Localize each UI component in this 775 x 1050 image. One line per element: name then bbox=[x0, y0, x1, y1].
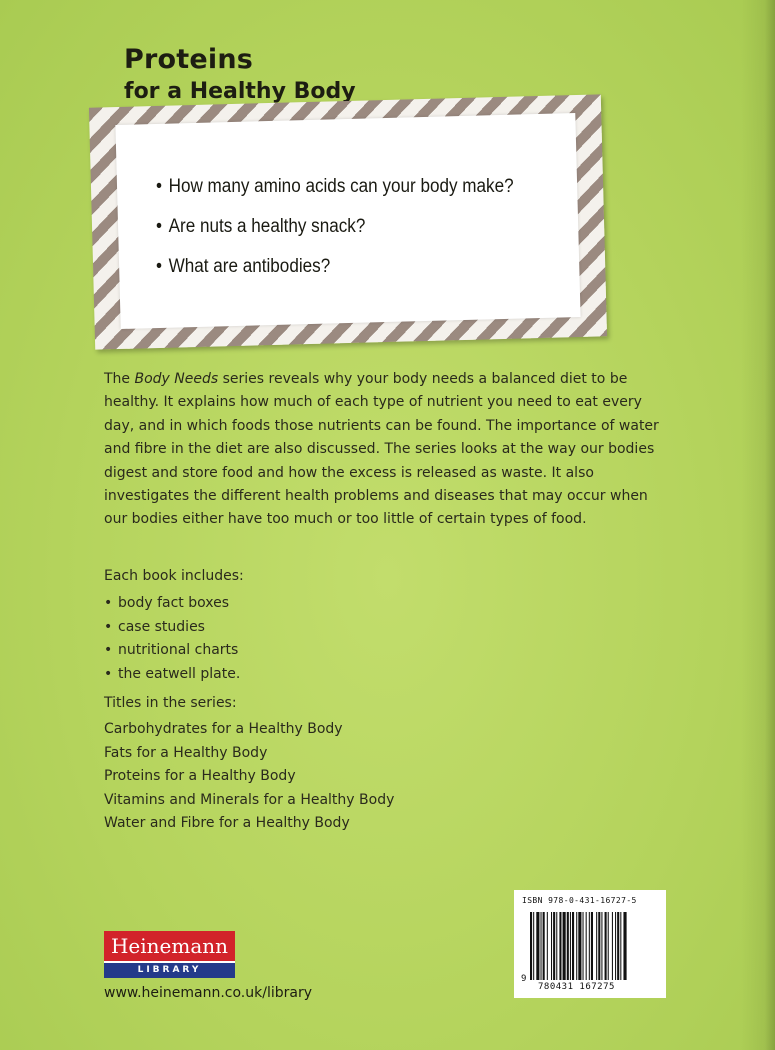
series-title-item: Carbohydrates for a Healthy Body bbox=[104, 721, 343, 737]
bullet-icon: • bbox=[104, 642, 113, 658]
barcode-bars bbox=[530, 912, 658, 980]
question-item bbox=[156, 212, 514, 252]
question-item bbox=[156, 172, 514, 212]
barcode-bar bbox=[543, 912, 545, 980]
barcode-bar bbox=[570, 912, 571, 980]
description-body: series reveals why your body needs a balanced diet to be healthy. It explains how much of each type of nutrient you need to eat every day, and in which foods those nutrients can be found. The importance of water and fibre in the diet are also discussed. The series looks at the way our bodies digest and store food and how the excess is released as waste. It also investigates the different health problems and diseases that may occur when our bodies either have too much or too little of certain types of food. bbox=[104, 371, 659, 528]
barcode-bar bbox=[608, 912, 609, 980]
barcode-bar bbox=[536, 912, 539, 980]
series-titles-heading: Titles in the series: bbox=[104, 695, 237, 711]
barcode-bar bbox=[583, 912, 584, 980]
bullet-icon: • bbox=[156, 216, 162, 237]
barcode-bar bbox=[533, 912, 534, 980]
barcode-bar bbox=[586, 912, 587, 980]
barcode-box bbox=[514, 890, 666, 998]
bullet-icon: • bbox=[156, 176, 162, 197]
barcode-bar bbox=[541, 912, 542, 980]
barcode-bar bbox=[567, 912, 569, 980]
book-subtitle: for a Healthy Body bbox=[124, 79, 356, 104]
barcode-bar bbox=[620, 912, 621, 980]
barcode-bar bbox=[617, 912, 619, 980]
barcode-bar bbox=[556, 912, 557, 980]
series-title-item: Fats for a Healthy Body bbox=[104, 744, 268, 761]
barcode-bar bbox=[551, 912, 552, 980]
barcode-bar bbox=[596, 912, 597, 980]
question-text: What are antibodies? bbox=[168, 256, 331, 277]
list-item bbox=[104, 616, 240, 640]
barcode-bar bbox=[591, 912, 593, 980]
bullet-icon: • bbox=[104, 595, 113, 611]
list-item-text: case studies bbox=[118, 618, 205, 635]
barcode-bar bbox=[572, 912, 574, 980]
publisher-url: www.heinemann.co.uk/library bbox=[104, 985, 312, 1001]
question-text: Are nuts a healthy snack? bbox=[168, 216, 366, 237]
series-title-item: Proteins for a Healthy Body bbox=[104, 768, 296, 785]
barcode-bar bbox=[553, 912, 555, 980]
barcode-bar bbox=[530, 912, 532, 980]
bullet-icon: • bbox=[156, 256, 162, 277]
barcode-bar bbox=[576, 912, 577, 980]
logo-name: Heinemann bbox=[104, 931, 235, 961]
barcode-bar bbox=[612, 912, 613, 980]
list-item-text: body fact boxes bbox=[118, 595, 230, 611]
series-titles-list bbox=[104, 718, 394, 836]
barcode-bar bbox=[563, 912, 566, 980]
barcode-bar bbox=[623, 912, 626, 980]
book-title: Proteins bbox=[124, 44, 254, 75]
series-title-item: Water and Fibre for a Healthy Body bbox=[104, 815, 350, 832]
description-prefix: The bbox=[104, 371, 135, 387]
series-title-item: Vitamins and Minerals for a Healthy Body bbox=[104, 791, 395, 808]
list-item-text: nutritional charts bbox=[118, 642, 239, 658]
list-item bbox=[104, 592, 240, 616]
bullet-icon: • bbox=[104, 665, 113, 682]
includes-list bbox=[104, 592, 240, 686]
question-list bbox=[156, 172, 553, 292]
barcode-first-digit: 9 bbox=[521, 974, 527, 984]
logo-sub: LIBRARY bbox=[104, 961, 235, 978]
publisher-logo bbox=[104, 931, 235, 978]
barcode-bar bbox=[547, 912, 548, 980]
series-description bbox=[104, 368, 664, 532]
list-item bbox=[104, 663, 240, 687]
question-item bbox=[156, 252, 514, 292]
barcode-bar bbox=[578, 912, 581, 980]
barcode-bar bbox=[598, 912, 600, 980]
barcode-bar bbox=[589, 912, 590, 980]
barcode-bar bbox=[615, 912, 616, 980]
barcode-bar bbox=[601, 912, 602, 980]
spine-shadow bbox=[741, 0, 775, 1050]
list-item-text: the eatwell plate. bbox=[118, 665, 241, 682]
bullet-icon: • bbox=[104, 618, 113, 635]
barcode-bar bbox=[559, 912, 561, 980]
series-name: Body Needs bbox=[134, 371, 219, 387]
isbn-label: ISBN 978-0-431-16727-5 bbox=[522, 896, 637, 905]
barcode-digits: 780431 167275 bbox=[538, 982, 615, 992]
question-text: How many amino acids can your body make? bbox=[168, 176, 514, 197]
description-paragraph bbox=[104, 368, 664, 532]
title-block bbox=[124, 44, 356, 106]
includes-heading: Each book includes: bbox=[104, 568, 244, 584]
barcode-bar bbox=[605, 912, 607, 980]
list-item bbox=[104, 639, 240, 663]
